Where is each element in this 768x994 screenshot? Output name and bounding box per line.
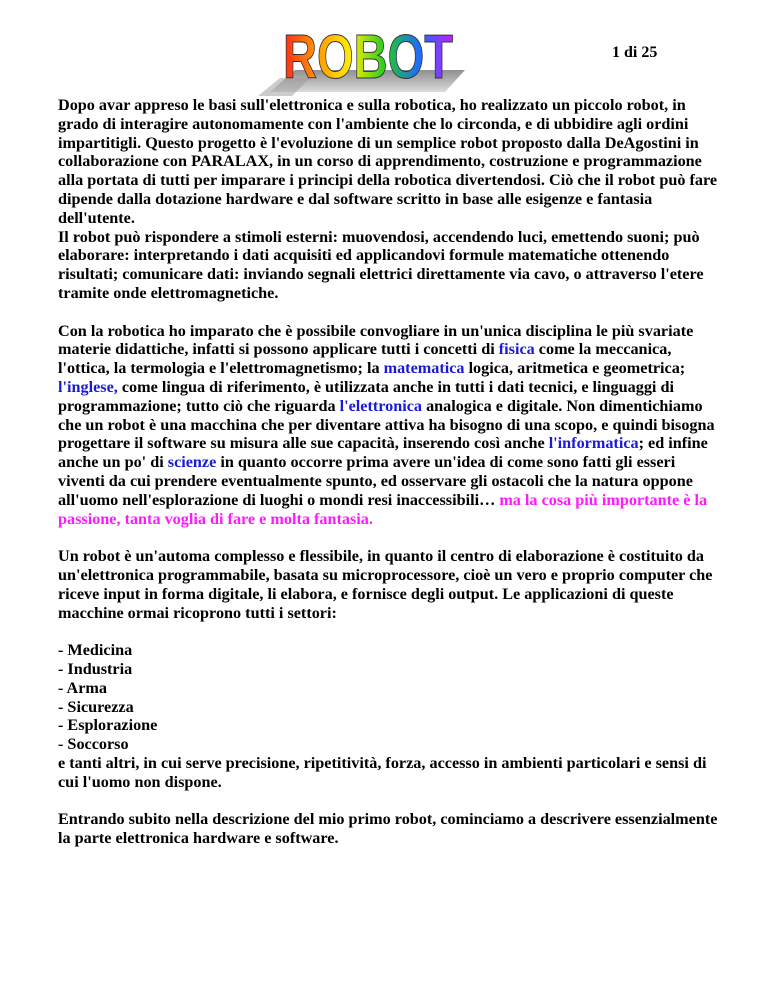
logo-text: ROBOT — [283, 23, 454, 92]
document-body — [58, 96, 718, 867]
applications-intro: Un robot è un'automa complesso e flessibile, in quanto il centro di elaborazione è costituito da un'elettronica programmabile, basata su microprocessore, cioè un vero e proprio computer che riceve input in forma digitale, li elabora, e fornisce degli output. Le applicazioni di queste macchine ormai ricoprono tutti i settori: — [58, 547, 713, 622]
keyword-scienze: scienze — [167, 453, 217, 472]
text-run: come la meccanica, l'ottica, la termologia e l'elettromagnetismo; la — [58, 340, 672, 378]
list-item: - Soccorso — [58, 735, 129, 754]
text-run: analogica e digitale. Non dimentichiamo che un robot è una macchina che per diventare attiva ha bisogno di una scopo, e quindi bisogna progettare il software su misura alle sue capacità, inserendo così anche — [58, 396, 715, 453]
text-run: come lingua di riferimento, è utilizzata anche in tutti i dati tecnici, e linguaggi di programmazione; tutto ciò che riguarda — [58, 377, 674, 415]
stimuli-sentence: Il robot può rispondere a stimoli esterni: muovendosi, accendendo luci, emettendo suoni; può elaborare: interpretando i dati acquisiti ed applicandovi formule matematiche ottenendo risultati; comunicare dati: inviando segnali elettrici direttamente via cavo, o attraverso l'etere tramite onde elettromagnetiche. — [58, 227, 704, 302]
text-run: in quanto occorre prima avere un'idea di come sono fatti gli esseri viventi da cui prendere eventualmente spunto, ed osservare gli ostacoli che la natura oppone all'uomo nell'esplorazione di luoghi o mondi resi inaccessibili… — [58, 453, 693, 509]
text-run: ; ed infine anche un po' di — [58, 434, 708, 472]
passion-highlight: ma la cosa più importante è la passione, tanta voglia di fare e molta fantasia. — [58, 490, 708, 528]
list-item: - Industria — [58, 659, 133, 678]
paragraph-description: Entrando subito nella descrizione del mio primo robot, cominciamo a descrivere essenzialmente la parte elettronica hardware e software. — [58, 810, 718, 848]
paragraph-disciplines — [58, 322, 718, 529]
keyword-inglese: l'inglese, — [58, 377, 118, 396]
list-item: - Medicina — [58, 641, 133, 660]
applications-outro: e tanti altri, in cui serve precisione, ripetitività, forza, accesso in ambienti particolari e sensi di cui l'uomo non dispone. — [58, 753, 707, 791]
paragraph-intro — [58, 96, 718, 303]
text-run: Con la robotica ho imparato che è possibile convogliare in un'unica disciplina le più svariate materie didattiche, infatti si possono applicare tutti i concetti di — [58, 321, 694, 359]
keyword-matematica: matematica — [383, 359, 465, 378]
list-item: - Arma — [58, 678, 107, 697]
list-item: - Sicurezza — [58, 697, 134, 716]
text-run: logica, aritmetica e geometrica; — [464, 359, 686, 378]
keyword-elettronica: l'elettronica — [339, 396, 423, 415]
page-number: 1 di 25 — [612, 44, 658, 61]
keyword-informatica: l'informatica — [548, 434, 639, 453]
robot-wordart-logo — [250, 18, 485, 96]
list-item: - Esplorazione — [58, 716, 158, 735]
intro-sentence: Dopo avar appreso le basi sull'elettronica e sulla robotica, ho realizzato un piccolo robot, in grado di interagire autonomamente con l'ambiente che lo circonda, e di ubbidire agli ordini impartitigli. Questo progetto è l'evoluzione di un semplice robot proposto dalla DeAgostini in collaborazione con PARALAX, in un corso di apprendimento, costruzione e programmazione alla portata di tutti per imparare i principi della robotica divertendosi. Ciò che il robot può fare dipende dalla dotazione hardware e dal software scritto in base alle esigenze e fantasia dell'utente. — [58, 96, 718, 227]
sectors-list — [58, 641, 718, 754]
paragraph-applications — [58, 547, 718, 622]
keyword-fisica: fisica — [498, 340, 535, 359]
